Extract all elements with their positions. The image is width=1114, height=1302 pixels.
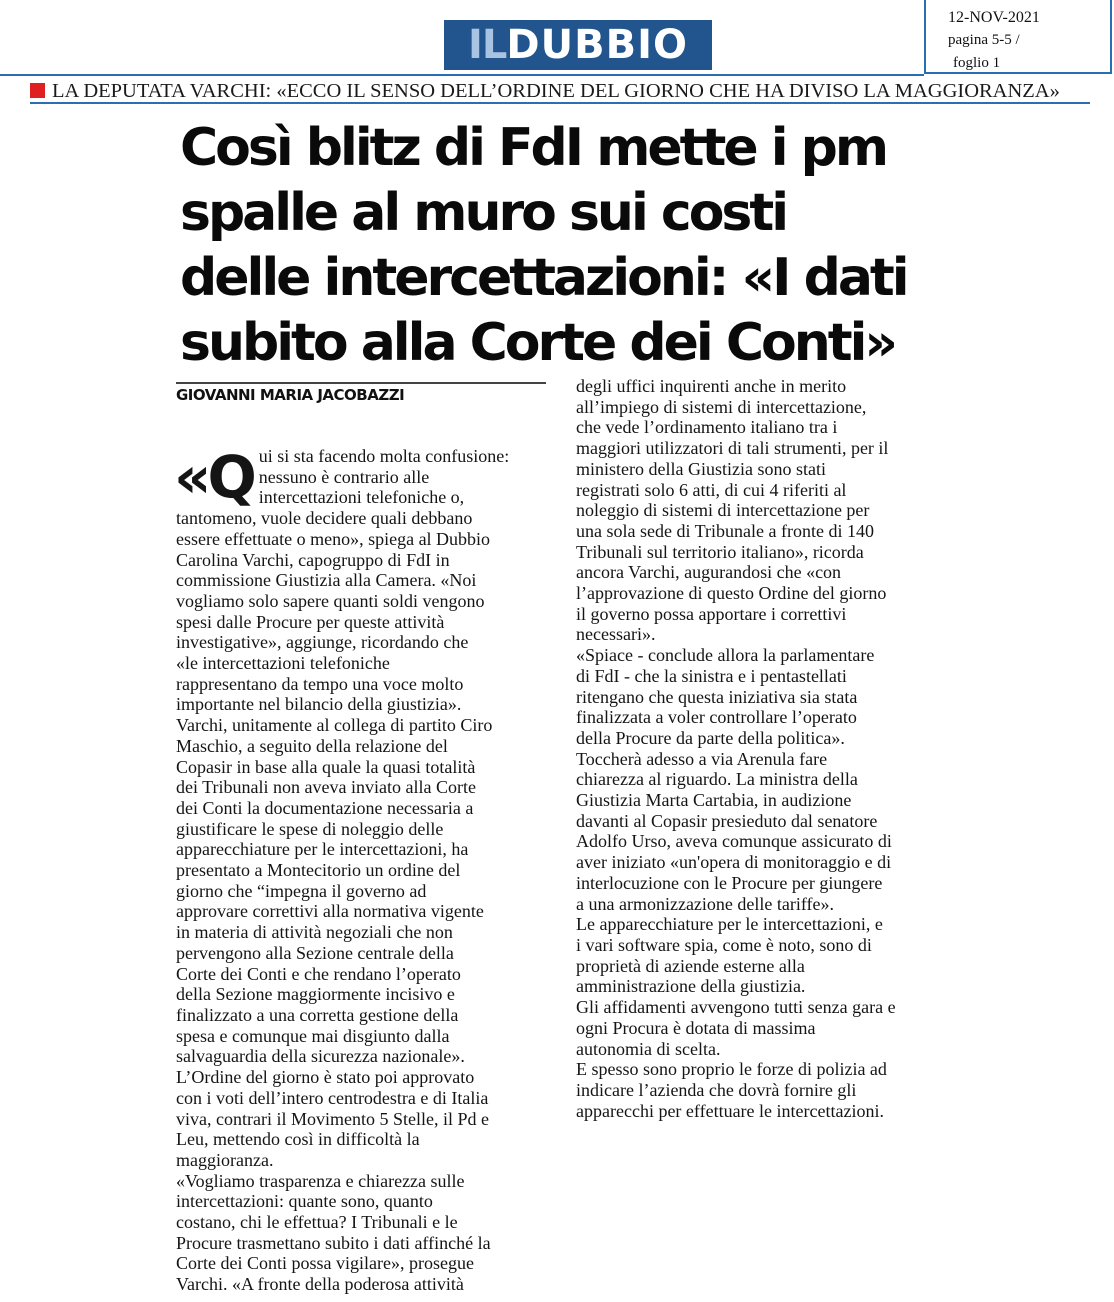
article-line: degli uffici inquirenti anche in merito: [576, 376, 847, 396]
article-line: tantomeno, vuole decidere quali debbano: [176, 508, 473, 529]
article-line: dei Tribunali non aveva inviato alla Corte: [176, 777, 476, 798]
article-line: maggiori utilizzatori di tali strumenti, per il: [576, 438, 889, 459]
article-line: ministero della Giustizia sono stati: [576, 458, 826, 479]
article-line: Tribunali sul territorio italiano», ricorda: [576, 541, 864, 562]
article-line: ritengano che questa iniziativa sia stata: [576, 686, 858, 707]
article-line: giustificare le spese di noleggio delle: [176, 818, 444, 839]
logo-il: IL: [468, 22, 507, 68]
clipping-sheet: foglio 1: [953, 55, 1001, 71]
article-line: viva, contrari il Movimento 5 Stelle, il Pd e: [176, 1108, 489, 1129]
article-line: proprietà di aziende esterne alla: [576, 955, 805, 976]
article-line: Le apparecchiature per le intercettazioni, e: [576, 914, 883, 935]
article-line: a una armonizzazione delle tariffe».: [576, 893, 835, 914]
article-line: importante nel bilancio della giustizia».: [176, 694, 462, 715]
red-square-icon: [30, 83, 45, 98]
article-line: costano, chi le effettua? I Tribunali e le: [176, 1212, 458, 1233]
headline-line: Così blitz di FdI mette i pm: [180, 118, 887, 178]
article-line: davanti al Copasir presieduto dal senatore: [576, 810, 878, 831]
article-line: giorno che “impegna il governo ad: [176, 880, 427, 901]
article-line: Copasir in base alla quale la quasi totalità: [176, 756, 476, 777]
article-line: l’approvazione di questo Ordine del giorno: [576, 583, 887, 604]
article-line: «le intercettazioni telefoniche: [176, 653, 390, 674]
article-line: Carolina Varchi, capogruppo di FdI in: [176, 549, 450, 570]
clipping-page: pagina 5-5 /: [948, 32, 1020, 48]
article-line: Giustizia Marta Cartabia, in audizione: [576, 790, 852, 811]
article-line: aver iniziato «un'opera di monitoraggio e di: [576, 852, 892, 873]
article-line: amministrazione della giustizia.: [576, 976, 806, 997]
article-line: all’impiego di sistemi di intercettazione,: [576, 396, 867, 417]
article-line: «Vogliamo trasparenza e chiarezza sulle: [176, 1170, 465, 1191]
article-line: Procure trasmettano subito i dati affinché la: [176, 1232, 491, 1253]
clipping-meta: [948, 6, 1108, 75]
article-line: finalizzata a voler controllare l’operato: [576, 707, 857, 728]
headline-line: delle intercettazioni: «I dati: [180, 248, 907, 308]
newspaper-logo: [444, 20, 712, 70]
article-line: pervengono alla Sezione centrale della: [176, 942, 454, 963]
drop-cap: «Q: [174, 443, 253, 511]
article-line: ui si sta facendo molta confusione:: [258, 446, 510, 466]
article-line: Varchi. «A fronte della poderosa attività: [176, 1274, 464, 1295]
article-line: autonomia di scelta.: [576, 1038, 721, 1059]
article-line: ogni Procura è dotata di massima: [576, 1017, 816, 1038]
byline: GIOVANNI MARIA JACOBAZZI: [176, 382, 546, 404]
article-column-1: [174, 443, 548, 1295]
article-line: nessuno è contrario alle: [258, 466, 430, 487]
article-line: interlocuzione con le Procure per giungere: [576, 872, 883, 893]
article-line: ancora Varchi, augurandosi che «con: [576, 562, 842, 583]
article-line: noleggio di sistemi di intercettazione per: [576, 500, 870, 521]
article-line: investigative», aggiunge, ricordando che: [176, 632, 469, 653]
article-line: L’Ordine del giorno è stato poi approvato: [176, 1067, 475, 1088]
article-line: maggioranza.: [176, 1149, 274, 1170]
article-line: salvaguardia della sicurezza nazionale».: [176, 1046, 465, 1067]
article-line: Adolfo Urso, aveva comunque assicurato di: [576, 831, 892, 852]
kicker: [30, 80, 1090, 104]
headline-line: spalle al muro sui costi: [180, 183, 787, 243]
article-line: i vari software spia, come è noto, sono di: [576, 934, 872, 955]
article-line: presentato a Montecitorio un ordine del: [176, 860, 461, 881]
article-column-2: [576, 376, 950, 1121]
article-line: chiarezza al riguardo. La ministra della: [576, 769, 858, 790]
article-line: il governo possa apportare i correttivi: [576, 603, 847, 624]
article-line: spesa e comunque mai disgiunto dalla: [176, 1025, 450, 1046]
article-line: Varchi, unitamente al collega di partito Ciro: [176, 715, 493, 736]
headline-line: subito alla Corte dei Conti»: [180, 313, 895, 373]
article-line: essere effettuate o meno», spiega al Dubbio: [176, 528, 491, 549]
article-line: Maschio, a seguito della relazione del: [176, 735, 448, 756]
article-line: intercettazioni telefoniche o,: [258, 487, 465, 508]
article-line: «Spiace - conclude allora la parlamentare: [576, 645, 875, 666]
article-line: vogliamo solo sapere quanti soldi vengono: [176, 590, 485, 611]
article-line: Corte dei Conti e che rendano l’operato: [176, 963, 461, 984]
headline: [180, 116, 1000, 376]
article-line: una sola sede di Tribunale a fronte di 140: [576, 520, 874, 541]
header-rule: [0, 74, 924, 76]
article-line: dei Conti la documentazione necessaria a: [176, 797, 474, 818]
article-line: che vede l’ordinamento italiano tra i: [576, 417, 838, 438]
article-line: Toccherà adesso a via Arenula fare: [576, 748, 828, 769]
article-line: apparecchiature per le intercettazioni, ha: [176, 839, 469, 860]
article-line: spesi dalle Procure per queste attività: [176, 611, 445, 632]
kicker-text: LA DEPUTATA VARCHI: «ECCO IL SENSO DELL’ORDINE DEL GIORNO CHE HA DIVISO LA MAGGIORANZA»: [52, 80, 1060, 102]
article-line: apparecchi per effettuare le intercettazioni.: [576, 1100, 884, 1121]
article-line: finalizzato a una corretta gestione della: [176, 1004, 459, 1025]
logo-dubbio: DUBBIO: [506, 22, 688, 68]
article-line: in materia di attività negoziali che non: [176, 922, 453, 943]
article-line: di FdI - che la sinistra e i pentastellati: [576, 665, 847, 686]
article-line: necessari».: [576, 624, 656, 645]
article-line: Leu, mettendo così in difficoltà la: [176, 1129, 420, 1150]
article-line: registrati solo 6 atti, di cui 4 riferiti al: [576, 479, 847, 500]
article-line: commissione Giustizia alla Camera. «Noi: [176, 570, 477, 591]
article-line: intercettazioni: quante sono, quanto: [176, 1191, 433, 1212]
article-line: indicare l’azienda che dovrà fornire gli: [576, 1079, 857, 1100]
article-line: E spesso sono proprio le forze di polizia ad: [576, 1059, 887, 1080]
clipping-date: 12-NOV-2021: [948, 9, 1040, 26]
article-line: Gli affidamenti avvengono tutti senza gara e: [576, 997, 896, 1018]
article-line: della Procure da parte della politica».: [576, 727, 845, 748]
article-line: rappresentano da tempo una voce molto: [176, 673, 464, 694]
article-line: della Sezione maggiormente incisivo e: [176, 984, 455, 1005]
article-line: Corte dei Conti possa vigilare», prosegue: [176, 1253, 474, 1274]
article-line: con i voti dell’intero centrodestra e di Italia: [176, 1087, 489, 1108]
article-line: approvare correttivi alla normativa vigente: [176, 901, 484, 922]
